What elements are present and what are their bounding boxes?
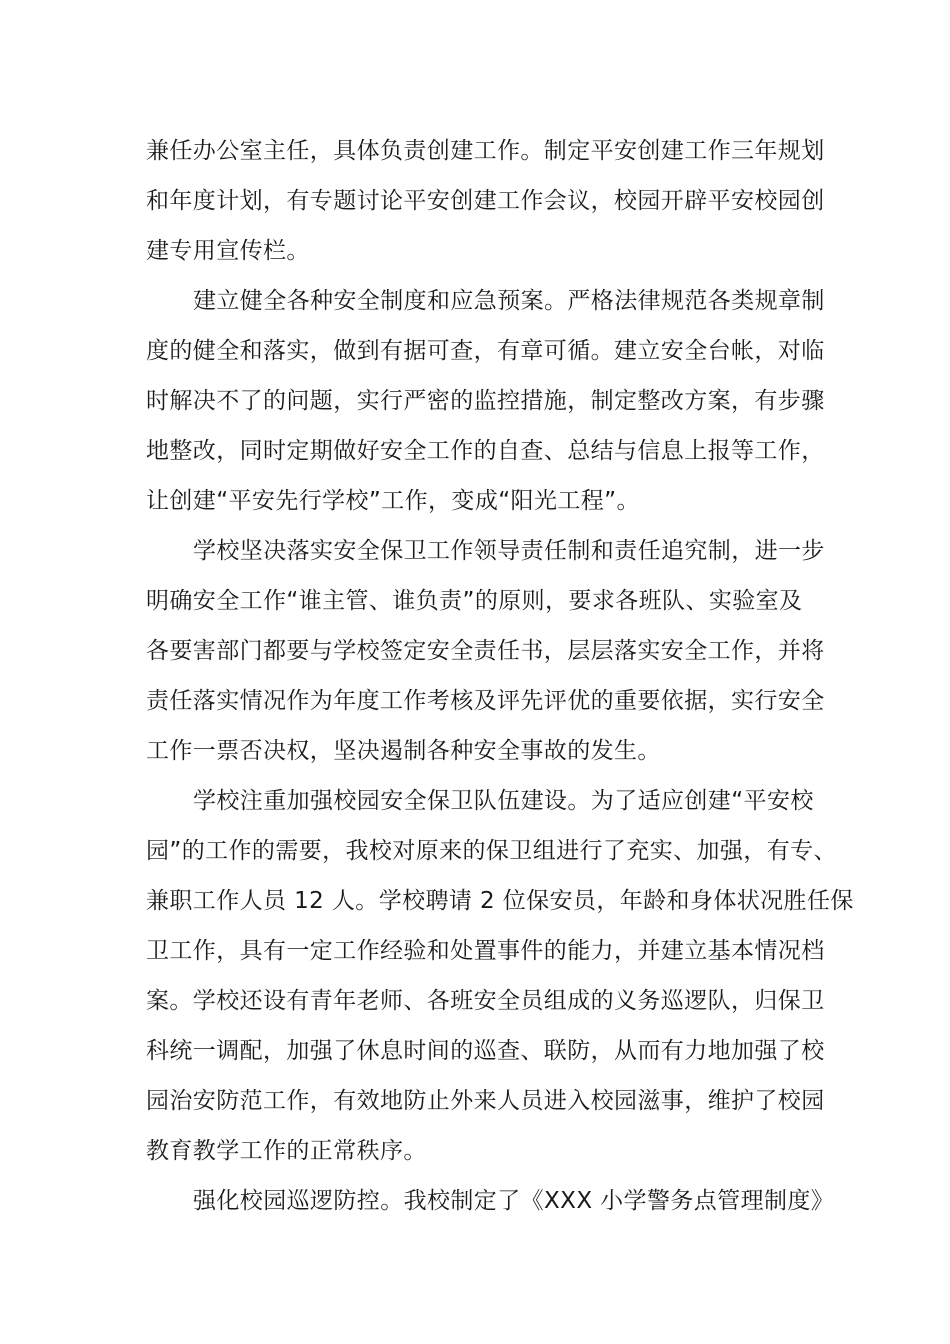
paragraph-2-line-4: 地整改，同时定期做好安全工作的自查、总结与信息上报等工作，: [146, 438, 825, 464]
paragraph-4-line-6: 科统一调配，加强了休息时间的巡查、联防，从而有力地加强了校: [146, 1038, 825, 1064]
paragraph-4-line-4: 卫工作，具有一定工作经验和处置事件的能力，并建立基本情况档: [146, 938, 825, 964]
paragraph-5-line-1: 强化校园巡逻防控。我校制定了《XXX 小学警务点管理制度》: [193, 1188, 835, 1214]
paragraph-4-line-3: 兼职工作人员 12 人。学校聘请 2 位保安员，年龄和身体状况胜任保: [146, 888, 854, 914]
paragraph-3-line-4: 责任落实情况作为年度工作考核及评先评优的重要依据，实行安全: [146, 688, 825, 714]
paragraph-2-line-3: 时解决不了的问题，实行严密的监控措施，制定整改方案，有步骤: [146, 388, 825, 414]
paragraph-2-line-2: 度的健全和落实，做到有据可查，有章可循。建立安全台帐，对临: [146, 338, 825, 364]
paragraph-4-line-1: 学校注重加强校园安全保卫队伍建设。为了适应创建“平安校: [193, 788, 814, 814]
paragraph-3-line-5: 工作一票否决权，坚决遏制各种安全事故的发生。: [146, 738, 661, 764]
paragraph-3-line-1: 学校坚决落实安全保卫工作领导责任制和责任追究制，进一步: [193, 538, 825, 564]
paragraph-2-line-1: 建立健全各种安全制度和应急预案。严格法律规范各类规章制: [193, 288, 825, 314]
paragraph-1-line-3: 建专用宣传栏。: [146, 238, 310, 264]
paragraph-1-line-2: 和年度计划，有专题讨论平安创建工作会议，校园开辟平安校园创: [146, 188, 825, 214]
paragraph-3-line-2: 明确安全工作“谁主管、谁负责”的原则，要求各班队、实验室及: [146, 588, 803, 614]
paragraph-1-line-1: 兼任办公室主任，具体负责创建工作。制定平安创建工作三年规划: [146, 138, 825, 164]
paragraph-3-line-3: 各要害部门都要与学校签定安全责任书，层层落实安全工作，并将: [146, 638, 825, 664]
paragraph-4-line-7: 园治安防范工作，有效地防止外来人员进入校园滋事，维护了校园: [146, 1088, 825, 1114]
paragraph-4-line-2: 园”的工作的需要，我校对原来的保卫组进行了充实、加强，有专、: [146, 838, 837, 864]
paragraph-2-line-5: 让创建“平安先行学校”工作，变成“阳光工程”。: [146, 488, 640, 514]
paragraph-4-line-5: 案。学校还设有青年老师、各班安全员组成的义务巡逻队，归保卫: [146, 988, 825, 1014]
paragraph-4-line-8: 教育教学工作的正常秩序。: [146, 1138, 427, 1164]
